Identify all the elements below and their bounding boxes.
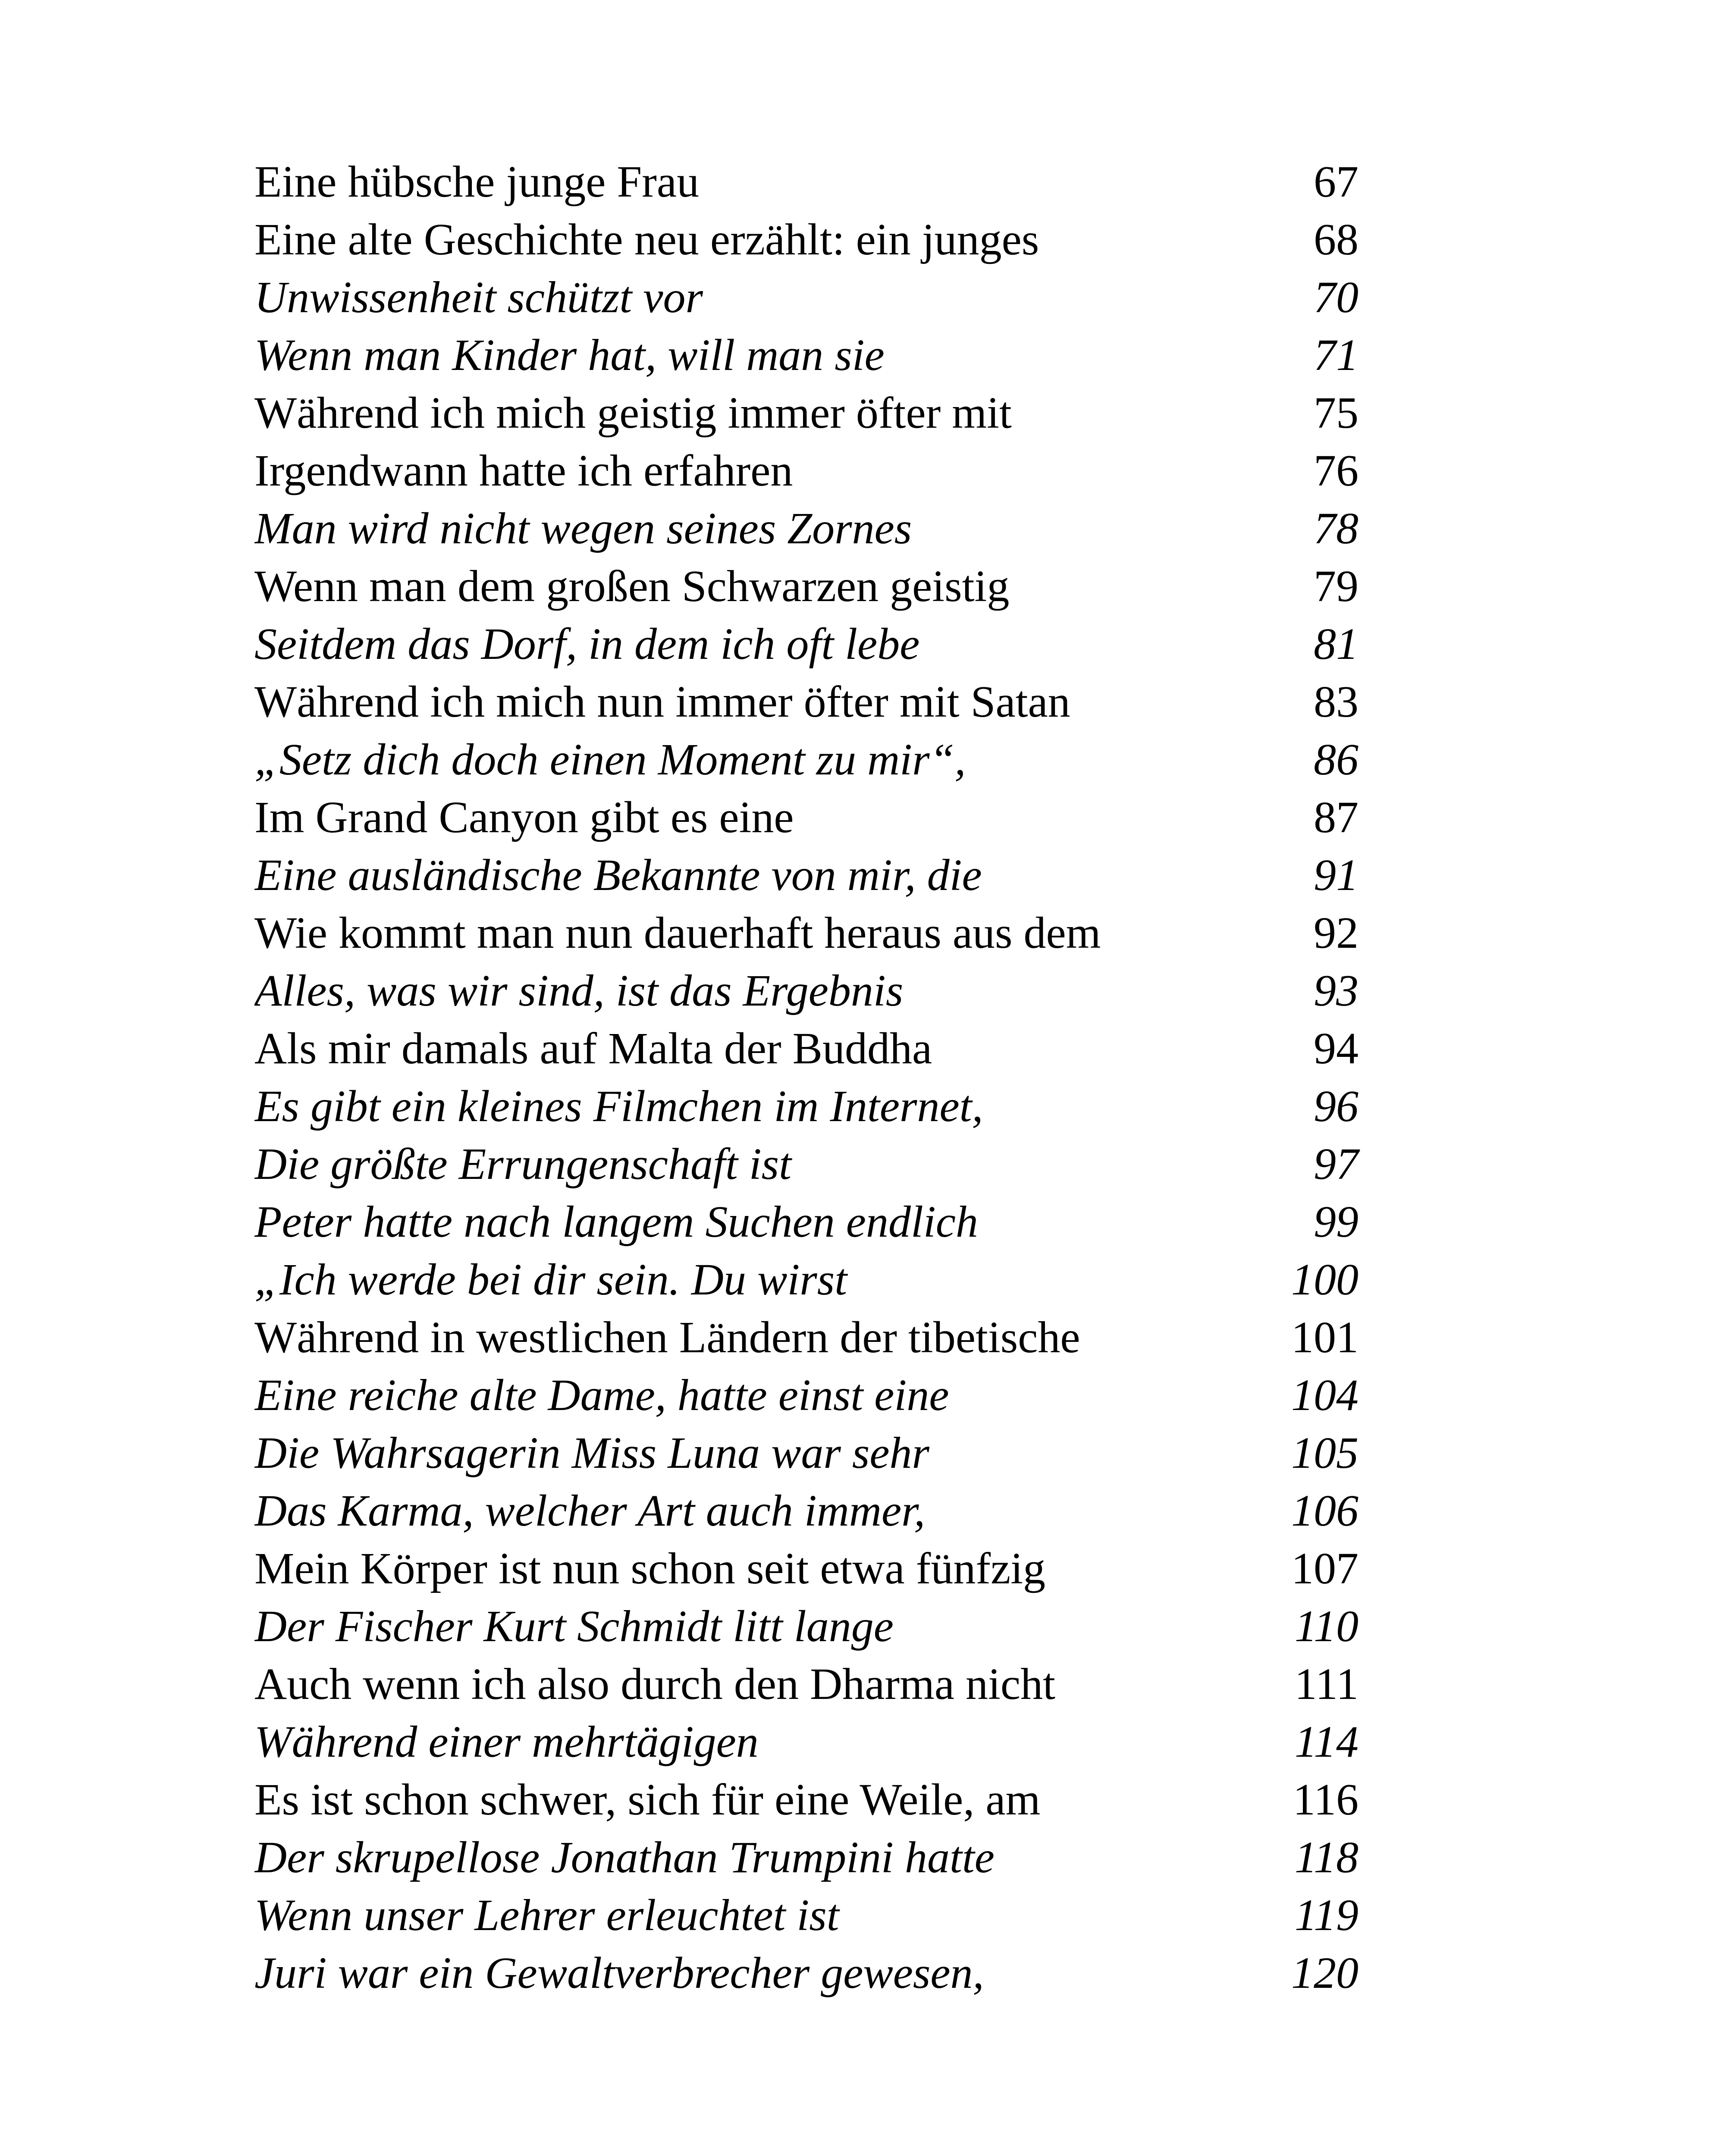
toc-entry-title: Auch wenn ich also durch den Dharma nicht <box>254 1659 1055 1709</box>
toc-entry <box>254 1482 1359 1540</box>
toc-entry-title: Das Karma, welcher Art auch immer, <box>254 1486 926 1536</box>
toc-entry-title: Die größte Errungenschaft ist <box>254 1139 792 1189</box>
toc-entry-title: „Ich werde bei dir sein. Du wirst <box>254 1255 847 1304</box>
toc-entry-page-number: 94 <box>1314 1024 1359 1073</box>
toc-entry <box>254 1193 1359 1251</box>
toc-entry <box>254 1771 1359 1829</box>
toc-entry <box>254 846 1359 904</box>
toc-entry-title: Unwissenheit schützt vor <box>254 273 703 322</box>
toc-entry <box>254 1309 1359 1366</box>
toc-entry-page-number: 116 <box>1293 1775 1359 1824</box>
toc-entry-page-number: 97 <box>1314 1139 1359 1189</box>
toc-entry <box>254 500 1359 558</box>
toc-entry <box>254 1713 1359 1771</box>
toc-entry-page-number: 93 <box>1314 966 1359 1015</box>
toc-entry <box>254 326 1359 384</box>
table-of-contents <box>254 153 1359 2002</box>
toc-entry-title: Man wird nicht wegen seines Zornes <box>254 504 912 553</box>
toc-entry-title: Wie kommt man nun dauerhaft heraus aus dem <box>254 908 1101 958</box>
toc-entry-title: Seitdem das Dorf, in dem ich oft lebe <box>254 619 920 669</box>
toc-entry-page-number: 79 <box>1314 561 1359 611</box>
toc-entry-page-number: 76 <box>1314 446 1359 495</box>
toc-entry-page-number: 118 <box>1294 1833 1359 1882</box>
toc-entry-page-number: 92 <box>1314 908 1359 958</box>
toc-entry-page-number: 100 <box>1291 1255 1359 1304</box>
toc-entry-title: Eine alte Geschichte neu erzählt: ein junges <box>254 215 1039 264</box>
toc-entry-page-number: 119 <box>1294 1890 1359 1940</box>
toc-entry <box>254 1078 1359 1135</box>
toc-entry-page-number: 104 <box>1291 1370 1359 1420</box>
toc-entry-page-number: 110 <box>1294 1601 1359 1651</box>
toc-entry <box>254 673 1359 731</box>
toc-entry <box>254 1829 1359 1887</box>
toc-entry <box>254 789 1359 846</box>
toc-entry-title: Der skrupellose Jonathan Trumpini hatte <box>254 1833 995 1882</box>
toc-entry-title: Alles, was wir sind, ist das Ergebnis <box>254 966 904 1015</box>
toc-entry-page-number: 120 <box>1291 1948 1359 1998</box>
toc-entry <box>254 269 1359 326</box>
toc-entry-page-number: 86 <box>1314 735 1359 784</box>
toc-entry-page-number: 96 <box>1314 1081 1359 1131</box>
toc-entry-title: Es ist schon schwer, sich für eine Weile, am <box>254 1775 1041 1824</box>
toc-entry <box>254 731 1359 789</box>
toc-entry-page-number: 114 <box>1294 1717 1359 1767</box>
toc-entry <box>254 384 1359 442</box>
toc-entry-page-number: 87 <box>1314 793 1359 842</box>
toc-entry-title: Eine hübsche junge Frau <box>254 157 700 207</box>
toc-entry <box>254 1366 1359 1424</box>
toc-entry <box>254 615 1359 673</box>
toc-entry <box>254 1251 1359 1309</box>
toc-entry <box>254 1135 1359 1193</box>
toc-entry-page-number: 106 <box>1291 1486 1359 1536</box>
toc-entry <box>254 211 1359 269</box>
toc-entry-title: Eine reiche alte Dame, hatte einst eine <box>254 1370 949 1420</box>
toc-entry-page-number: 71 <box>1314 330 1359 380</box>
toc-entry-page-number: 68 <box>1314 215 1359 264</box>
toc-entry-page-number: 107 <box>1291 1544 1359 1593</box>
toc-entry <box>254 1944 1359 2002</box>
toc-entry <box>254 962 1359 1020</box>
toc-entry-title: Irgendwann hatte ich erfahren <box>254 446 793 495</box>
toc-entry-title: Mein Körper ist nun schon seit etwa fünfzig <box>254 1544 1046 1593</box>
toc-entry-page-number: 111 <box>1294 1659 1359 1709</box>
toc-entry-title: Während ich mich geistig immer öfter mit <box>254 388 1012 438</box>
toc-entry-title: Der Fischer Kurt Schmidt litt lange <box>254 1601 894 1651</box>
toc-entry-page-number: 67 <box>1314 157 1359 207</box>
toc-entry <box>254 442 1359 500</box>
toc-entry-title: Während in westlichen Ländern der tibetische <box>254 1313 1080 1362</box>
toc-entry-title: Wenn man dem großen Schwarzen geistig <box>254 561 1010 611</box>
toc-entry-title: Es gibt ein kleines Filmchen im Internet, <box>254 1081 983 1131</box>
toc-entry <box>254 1598 1359 1655</box>
toc-entry-title: „Setz dich doch einen Moment zu mir“, <box>254 735 966 784</box>
toc-entry-page-number: 101 <box>1291 1313 1359 1362</box>
toc-entry-page-number: 91 <box>1314 850 1359 900</box>
toc-entry-page-number: 75 <box>1314 388 1359 438</box>
toc-entry-title: Im Grand Canyon gibt es eine <box>254 793 794 842</box>
toc-entry-title: Peter hatte nach langem Suchen endlich <box>254 1197 978 1247</box>
toc-entry-page-number: 99 <box>1314 1197 1359 1247</box>
toc-entry-title: Wenn unser Lehrer erleuchtet ist <box>254 1890 839 1940</box>
toc-entry-title: Eine ausländische Bekannte von mir, die <box>254 850 982 900</box>
toc-entry-title: Während ich mich nun immer öfter mit Satan <box>254 677 1070 727</box>
toc-entry <box>254 558 1359 615</box>
toc-entry <box>254 1020 1359 1078</box>
toc-entry-page-number: 81 <box>1314 619 1359 669</box>
toc-entry-title: Während einer mehrtägigen <box>254 1717 759 1767</box>
toc-entry-page-number: 83 <box>1314 677 1359 727</box>
toc-entry <box>254 1887 1359 1944</box>
toc-entry <box>254 1540 1359 1598</box>
toc-entry <box>254 153 1359 211</box>
toc-entry <box>254 1655 1359 1713</box>
toc-entry-title: Als mir damals auf Malta der Buddha <box>254 1024 932 1073</box>
toc-entry <box>254 1424 1359 1482</box>
toc-entry-title: Die Wahrsagerin Miss Luna war sehr <box>254 1428 929 1478</box>
toc-entry-title: Wenn man Kinder hat, will man sie <box>254 330 885 380</box>
toc-entry-page-number: 105 <box>1291 1428 1359 1478</box>
toc-entry-title: Juri war ein Gewaltverbrecher gewesen, <box>254 1948 984 1998</box>
toc-entry <box>254 904 1359 962</box>
toc-entry-page-number: 78 <box>1314 504 1359 553</box>
toc-entry-page-number: 70 <box>1314 273 1359 322</box>
